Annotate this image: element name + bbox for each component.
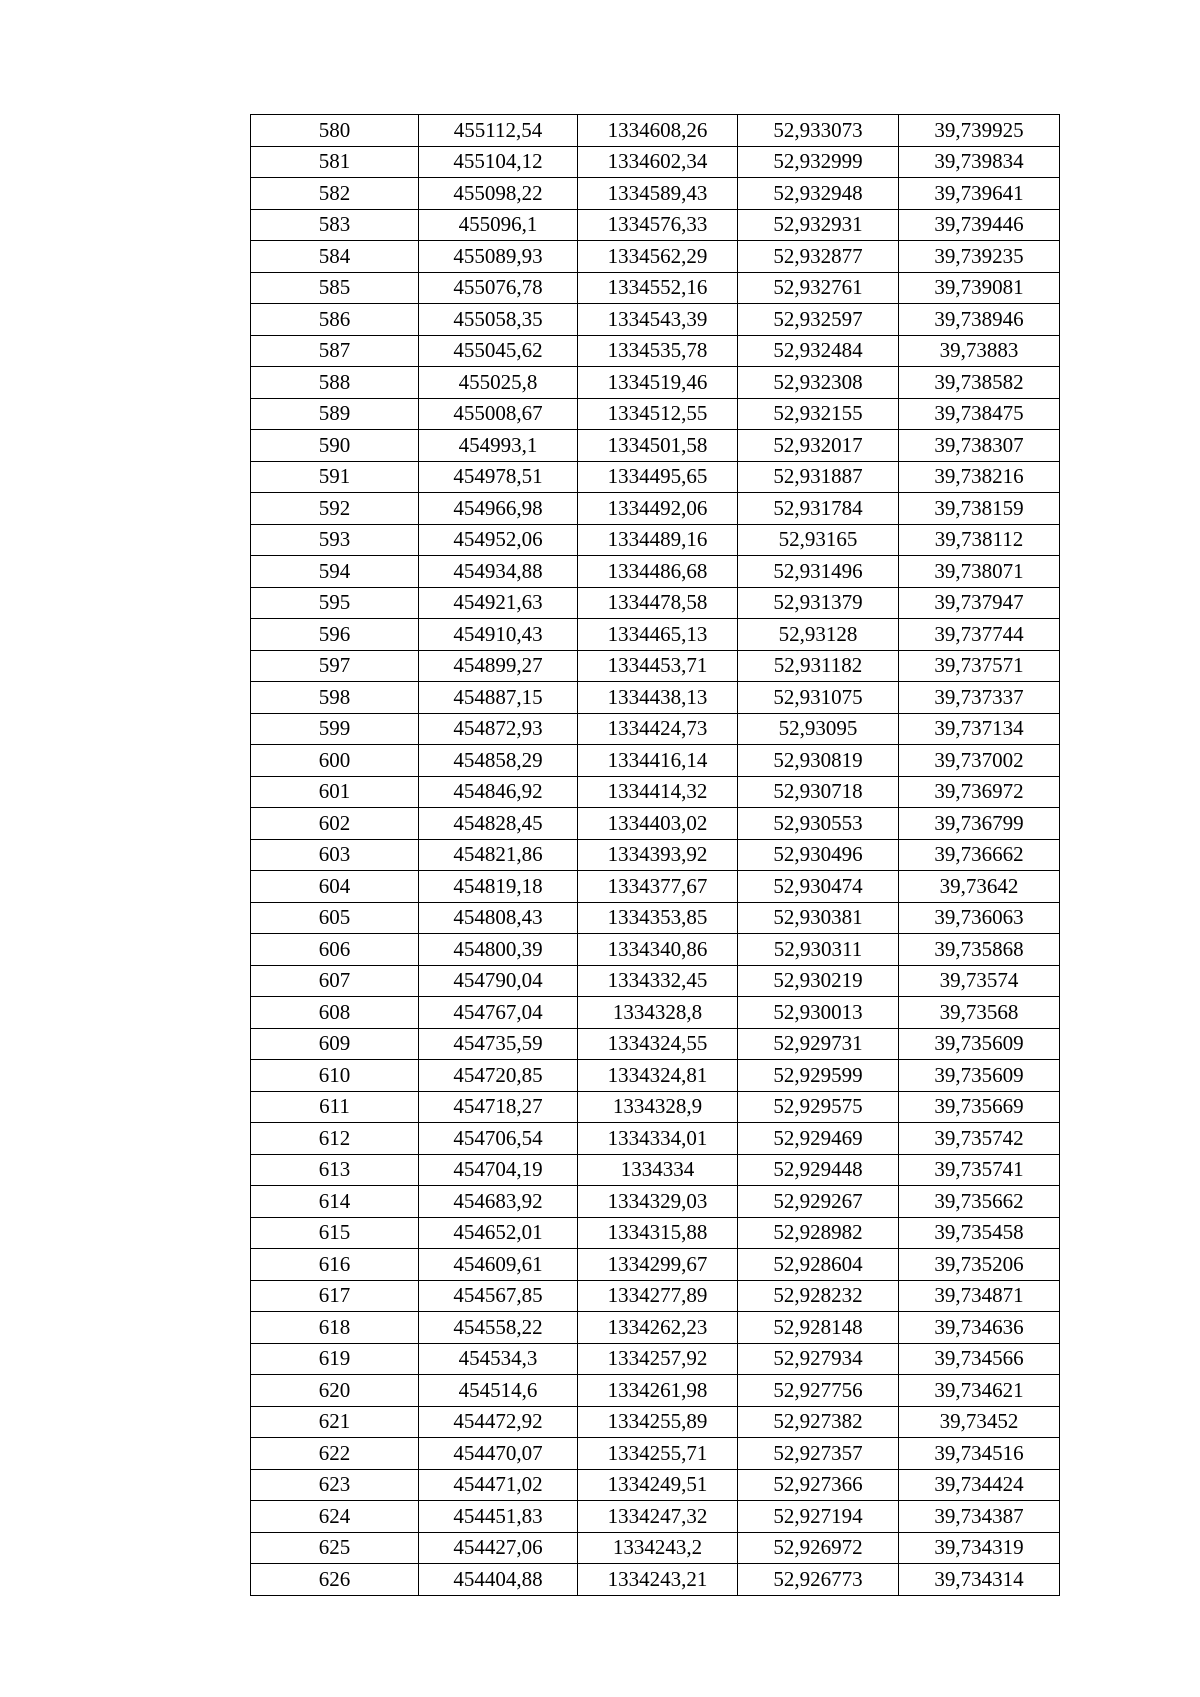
longitude-cell: 39,739446 [899,209,1060,241]
longitude-cell: 39,738946 [899,304,1060,336]
table-row [251,1186,1060,1218]
table-row [251,934,1060,966]
latitude-cell: 52,929731 [738,1028,899,1060]
y-coordinate-cell: 1334340,86 [578,934,738,966]
latitude-cell: 52,927756 [738,1375,899,1407]
x-coordinate-cell: 454952,06 [419,524,578,556]
table-row [251,1375,1060,1407]
x-coordinate-cell: 454910,43 [419,619,578,651]
latitude-cell: 52,930718 [738,776,899,808]
table-row [251,1564,1060,1596]
point-number-cell: 617 [251,1280,419,1312]
latitude-cell: 52,932017 [738,430,899,462]
y-coordinate-cell: 1334465,13 [578,619,738,651]
table-row [251,1343,1060,1375]
table-row [251,398,1060,430]
y-coordinate-cell: 1334255,89 [578,1406,738,1438]
y-coordinate-cell: 1334608,26 [578,115,738,147]
table-row [251,304,1060,336]
x-coordinate-cell: 454767,04 [419,997,578,1029]
y-coordinate-cell: 1334453,71 [578,650,738,682]
coordinates-table [250,114,1060,1596]
longitude-cell: 39,737571 [899,650,1060,682]
table-row [251,871,1060,903]
latitude-cell: 52,927382 [738,1406,899,1438]
x-coordinate-cell: 454567,85 [419,1280,578,1312]
y-coordinate-cell: 1334535,78 [578,335,738,367]
point-number-cell: 594 [251,556,419,588]
y-coordinate-cell: 1334403,02 [578,808,738,840]
latitude-cell: 52,930219 [738,965,899,997]
longitude-cell: 39,739641 [899,178,1060,210]
x-coordinate-cell: 454471,02 [419,1469,578,1501]
y-coordinate-cell: 1334489,16 [578,524,738,556]
longitude-cell: 39,738112 [899,524,1060,556]
x-coordinate-cell: 454872,93 [419,713,578,745]
x-coordinate-cell: 454800,39 [419,934,578,966]
point-number-cell: 589 [251,398,419,430]
x-coordinate-cell: 454790,04 [419,965,578,997]
longitude-cell: 39,735458 [899,1217,1060,1249]
longitude-cell: 39,738159 [899,493,1060,525]
latitude-cell: 52,932761 [738,272,899,304]
table-row [251,619,1060,651]
x-coordinate-cell: 454858,29 [419,745,578,777]
y-coordinate-cell: 1334414,32 [578,776,738,808]
y-coordinate-cell: 1334424,73 [578,713,738,745]
longitude-cell: 39,735206 [899,1249,1060,1281]
x-coordinate-cell: 454706,54 [419,1123,578,1155]
x-coordinate-cell: 454683,92 [419,1186,578,1218]
point-number-cell: 612 [251,1123,419,1155]
point-number-cell: 591 [251,461,419,493]
latitude-cell: 52,929575 [738,1091,899,1123]
x-coordinate-cell: 454720,85 [419,1060,578,1092]
point-number-cell: 622 [251,1438,419,1470]
y-coordinate-cell: 1334277,89 [578,1280,738,1312]
longitude-cell: 39,734319 [899,1532,1060,1564]
table-row [251,1406,1060,1438]
x-coordinate-cell: 454993,1 [419,430,578,462]
table-row [251,745,1060,777]
longitude-cell: 39,735868 [899,934,1060,966]
x-coordinate-cell: 455098,22 [419,178,578,210]
latitude-cell: 52,929469 [738,1123,899,1155]
y-coordinate-cell: 1334328,9 [578,1091,738,1123]
point-number-cell: 593 [251,524,419,556]
y-coordinate-cell: 1334562,29 [578,241,738,273]
x-coordinate-cell: 454609,61 [419,1249,578,1281]
table-row [251,682,1060,714]
table-row [251,808,1060,840]
longitude-cell: 39,734636 [899,1312,1060,1344]
y-coordinate-cell: 1334438,13 [578,682,738,714]
point-number-cell: 580 [251,115,419,147]
latitude-cell: 52,928604 [738,1249,899,1281]
x-coordinate-cell: 454404,88 [419,1564,578,1596]
y-coordinate-cell: 1334492,06 [578,493,738,525]
point-number-cell: 618 [251,1312,419,1344]
y-coordinate-cell: 1334257,92 [578,1343,738,1375]
latitude-cell: 52,926773 [738,1564,899,1596]
longitude-cell: 39,734566 [899,1343,1060,1375]
y-coordinate-cell: 1334334 [578,1154,738,1186]
longitude-cell: 39,738216 [899,461,1060,493]
longitude-cell: 39,738071 [899,556,1060,588]
longitude-cell: 39,735609 [899,1060,1060,1092]
x-coordinate-cell: 454808,43 [419,902,578,934]
x-coordinate-cell: 454534,3 [419,1343,578,1375]
latitude-cell: 52,927357 [738,1438,899,1470]
x-coordinate-cell: 454887,15 [419,682,578,714]
y-coordinate-cell: 1334552,16 [578,272,738,304]
point-number-cell: 585 [251,272,419,304]
longitude-cell: 39,736063 [899,902,1060,934]
y-coordinate-cell: 1334315,88 [578,1217,738,1249]
x-coordinate-cell: 454899,27 [419,650,578,682]
x-coordinate-cell: 454472,92 [419,1406,578,1438]
point-number-cell: 614 [251,1186,419,1218]
latitude-cell: 52,930496 [738,839,899,871]
x-coordinate-cell: 455096,1 [419,209,578,241]
point-number-cell: 623 [251,1469,419,1501]
x-coordinate-cell: 454821,86 [419,839,578,871]
table-row [251,1123,1060,1155]
point-number-cell: 597 [251,650,419,682]
latitude-cell: 52,931496 [738,556,899,588]
longitude-cell: 39,73574 [899,965,1060,997]
latitude-cell: 52,930013 [738,997,899,1029]
table-row [251,430,1060,462]
longitude-cell: 39,738307 [899,430,1060,462]
latitude-cell: 52,926972 [738,1532,899,1564]
x-coordinate-cell: 454514,6 [419,1375,578,1407]
longitude-cell: 39,734314 [899,1564,1060,1596]
longitude-cell: 39,739834 [899,146,1060,178]
point-number-cell: 603 [251,839,419,871]
table-row [251,1154,1060,1186]
point-number-cell: 621 [251,1406,419,1438]
point-number-cell: 609 [251,1028,419,1060]
x-coordinate-cell: 454652,01 [419,1217,578,1249]
table-row [251,1280,1060,1312]
table-row [251,713,1060,745]
x-coordinate-cell: 454718,27 [419,1091,578,1123]
longitude-cell: 39,736662 [899,839,1060,871]
latitude-cell: 52,930819 [738,745,899,777]
x-coordinate-cell: 454451,83 [419,1501,578,1533]
latitude-cell: 52,927366 [738,1469,899,1501]
x-coordinate-cell: 455076,78 [419,272,578,304]
latitude-cell: 52,928232 [738,1280,899,1312]
latitude-cell: 52,932484 [738,335,899,367]
longitude-cell: 39,739235 [899,241,1060,273]
latitude-cell: 52,932999 [738,146,899,178]
point-number-cell: 588 [251,367,419,399]
latitude-cell: 52,931784 [738,493,899,525]
point-number-cell: 605 [251,902,419,934]
y-coordinate-cell: 1334247,32 [578,1501,738,1533]
y-coordinate-cell: 1334332,45 [578,965,738,997]
y-coordinate-cell: 1334393,92 [578,839,738,871]
longitude-cell: 39,735669 [899,1091,1060,1123]
point-number-cell: 620 [251,1375,419,1407]
x-coordinate-cell: 454470,07 [419,1438,578,1470]
y-coordinate-cell: 1334478,58 [578,587,738,619]
y-coordinate-cell: 1334519,46 [578,367,738,399]
table-row [251,1312,1060,1344]
x-coordinate-cell: 455045,62 [419,335,578,367]
latitude-cell: 52,932877 [738,241,899,273]
coordinates-table-body [251,115,1060,1596]
table-row [251,997,1060,1029]
table-row [251,493,1060,525]
y-coordinate-cell: 1334495,65 [578,461,738,493]
table-row [251,146,1060,178]
point-number-cell: 592 [251,493,419,525]
y-coordinate-cell: 1334324,81 [578,1060,738,1092]
y-coordinate-cell: 1334261,98 [578,1375,738,1407]
longitude-cell: 39,737002 [899,745,1060,777]
latitude-cell: 52,932308 [738,367,899,399]
y-coordinate-cell: 1334243,2 [578,1532,738,1564]
latitude-cell: 52,930553 [738,808,899,840]
table-row [251,209,1060,241]
table-row [251,587,1060,619]
point-number-cell: 602 [251,808,419,840]
point-number-cell: 626 [251,1564,419,1596]
y-coordinate-cell: 1334512,55 [578,398,738,430]
x-coordinate-cell: 454978,51 [419,461,578,493]
latitude-cell: 52,928148 [738,1312,899,1344]
point-number-cell: 613 [251,1154,419,1186]
table-row [251,1532,1060,1564]
point-number-cell: 611 [251,1091,419,1123]
latitude-cell: 52,928982 [738,1217,899,1249]
table-row [251,524,1060,556]
latitude-cell: 52,929267 [738,1186,899,1218]
y-coordinate-cell: 1334602,34 [578,146,738,178]
y-coordinate-cell: 1334329,03 [578,1186,738,1218]
point-number-cell: 615 [251,1217,419,1249]
y-coordinate-cell: 1334501,58 [578,430,738,462]
y-coordinate-cell: 1334589,43 [578,178,738,210]
y-coordinate-cell: 1334299,67 [578,1249,738,1281]
longitude-cell: 39,735741 [899,1154,1060,1186]
point-number-cell: 607 [251,965,419,997]
latitude-cell: 52,93165 [738,524,899,556]
table-row [251,367,1060,399]
latitude-cell: 52,932931 [738,209,899,241]
point-number-cell: 582 [251,178,419,210]
table-row [251,178,1060,210]
y-coordinate-cell: 1334255,71 [578,1438,738,1470]
table-row [251,1469,1060,1501]
longitude-cell: 39,737134 [899,713,1060,745]
point-number-cell: 584 [251,241,419,273]
latitude-cell: 52,929448 [738,1154,899,1186]
latitude-cell: 52,933073 [738,115,899,147]
longitude-cell: 39,73883 [899,335,1060,367]
point-number-cell: 608 [251,997,419,1029]
y-coordinate-cell: 1334377,67 [578,871,738,903]
x-coordinate-cell: 454704,19 [419,1154,578,1186]
longitude-cell: 39,734621 [899,1375,1060,1407]
longitude-cell: 39,739081 [899,272,1060,304]
point-number-cell: 586 [251,304,419,336]
point-number-cell: 590 [251,430,419,462]
point-number-cell: 624 [251,1501,419,1533]
point-number-cell: 610 [251,1060,419,1092]
latitude-cell: 52,929599 [738,1060,899,1092]
x-coordinate-cell: 455112,54 [419,115,578,147]
latitude-cell: 52,927934 [738,1343,899,1375]
table-row [251,461,1060,493]
longitude-cell: 39,735609 [899,1028,1060,1060]
y-coordinate-cell: 1334328,8 [578,997,738,1029]
y-coordinate-cell: 1334249,51 [578,1469,738,1501]
table-row [251,776,1060,808]
latitude-cell: 52,931182 [738,650,899,682]
y-coordinate-cell: 1334262,23 [578,1312,738,1344]
x-coordinate-cell: 454934,88 [419,556,578,588]
longitude-cell: 39,734516 [899,1438,1060,1470]
point-number-cell: 596 [251,619,419,651]
y-coordinate-cell: 1334543,39 [578,304,738,336]
latitude-cell: 52,931379 [738,587,899,619]
x-coordinate-cell: 455058,35 [419,304,578,336]
y-coordinate-cell: 1334334,01 [578,1123,738,1155]
table-row [251,839,1060,871]
point-number-cell: 604 [251,871,419,903]
y-coordinate-cell: 1334576,33 [578,209,738,241]
longitude-cell: 39,734387 [899,1501,1060,1533]
longitude-cell: 39,736799 [899,808,1060,840]
x-coordinate-cell: 454846,92 [419,776,578,808]
table-row [251,1438,1060,1470]
table-row [251,965,1060,997]
latitude-cell: 52,930311 [738,934,899,966]
table-row [251,1249,1060,1281]
point-number-cell: 625 [251,1532,419,1564]
x-coordinate-cell: 455025,8 [419,367,578,399]
longitude-cell: 39,737337 [899,682,1060,714]
table-row [251,272,1060,304]
point-number-cell: 598 [251,682,419,714]
y-coordinate-cell: 1334353,85 [578,902,738,934]
table-row [251,902,1060,934]
latitude-cell: 52,932155 [738,398,899,430]
longitude-cell: 39,735662 [899,1186,1060,1218]
latitude-cell: 52,930381 [738,902,899,934]
latitude-cell: 52,927194 [738,1501,899,1533]
longitude-cell: 39,735742 [899,1123,1060,1155]
table-row [251,241,1060,273]
point-number-cell: 619 [251,1343,419,1375]
x-coordinate-cell: 454828,45 [419,808,578,840]
x-coordinate-cell: 455104,12 [419,146,578,178]
y-coordinate-cell: 1334243,21 [578,1564,738,1596]
point-number-cell: 600 [251,745,419,777]
point-number-cell: 581 [251,146,419,178]
x-coordinate-cell: 454921,63 [419,587,578,619]
point-number-cell: 606 [251,934,419,966]
longitude-cell: 39,736972 [899,776,1060,808]
longitude-cell: 39,73452 [899,1406,1060,1438]
point-number-cell: 595 [251,587,419,619]
point-number-cell: 583 [251,209,419,241]
latitude-cell: 52,932948 [738,178,899,210]
x-coordinate-cell: 454966,98 [419,493,578,525]
y-coordinate-cell: 1334486,68 [578,556,738,588]
latitude-cell: 52,932597 [738,304,899,336]
latitude-cell: 52,931887 [738,461,899,493]
latitude-cell: 52,93095 [738,713,899,745]
longitude-cell: 39,734871 [899,1280,1060,1312]
table-row [251,650,1060,682]
table-row [251,1091,1060,1123]
point-number-cell: 616 [251,1249,419,1281]
table-row [251,1060,1060,1092]
x-coordinate-cell: 454735,59 [419,1028,578,1060]
x-coordinate-cell: 454819,18 [419,871,578,903]
longitude-cell: 39,737947 [899,587,1060,619]
table-row [251,1028,1060,1060]
table-row [251,556,1060,588]
latitude-cell: 52,931075 [738,682,899,714]
y-coordinate-cell: 1334324,55 [578,1028,738,1060]
point-number-cell: 599 [251,713,419,745]
latitude-cell: 52,930474 [738,871,899,903]
longitude-cell: 39,738582 [899,367,1060,399]
table-row [251,1217,1060,1249]
table-row [251,1501,1060,1533]
longitude-cell: 39,73568 [899,997,1060,1029]
latitude-cell: 52,93128 [738,619,899,651]
point-number-cell: 587 [251,335,419,367]
x-coordinate-cell: 454427,06 [419,1532,578,1564]
longitude-cell: 39,734424 [899,1469,1060,1501]
y-coordinate-cell: 1334416,14 [578,745,738,777]
x-coordinate-cell: 454558,22 [419,1312,578,1344]
longitude-cell: 39,738475 [899,398,1060,430]
x-coordinate-cell: 455089,93 [419,241,578,273]
x-coordinate-cell: 455008,67 [419,398,578,430]
point-number-cell: 601 [251,776,419,808]
table-row [251,335,1060,367]
longitude-cell: 39,739925 [899,115,1060,147]
longitude-cell: 39,737744 [899,619,1060,651]
longitude-cell: 39,73642 [899,871,1060,903]
table-row [251,115,1060,147]
